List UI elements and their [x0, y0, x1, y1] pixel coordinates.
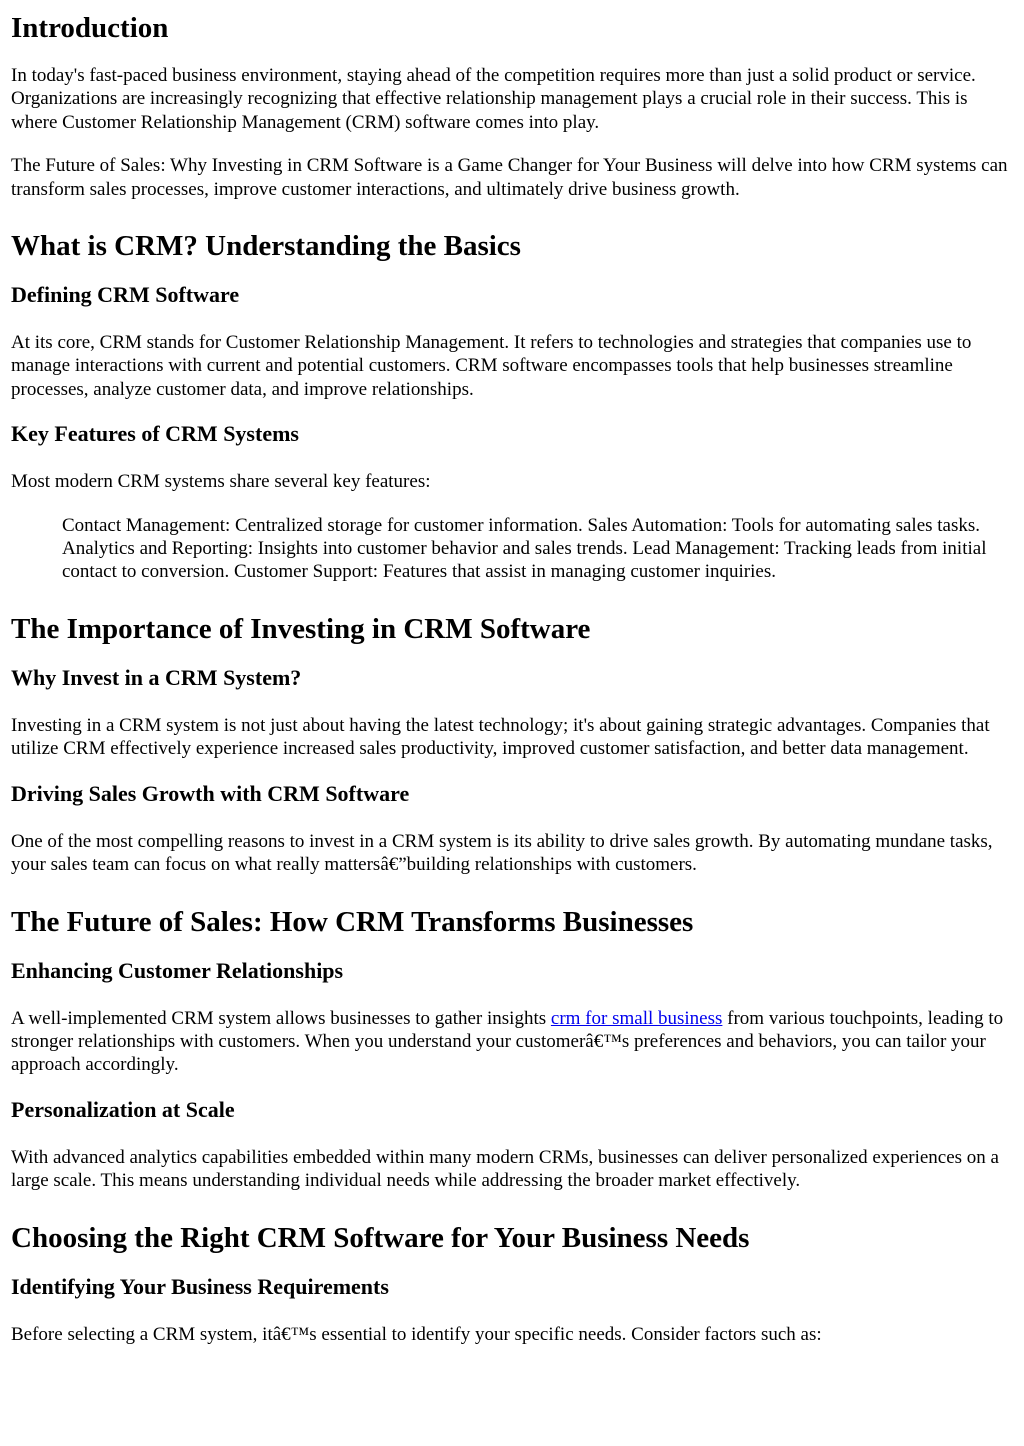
subheading-why-invest: Why Invest in a CRM System? — [11, 664, 302, 690]
business-requirements-paragraph: Before selecting a CRM system, itâ€™s essential to identify your specific needs. Consider factors such as: — [11, 1323, 822, 1345]
defining-crm-paragraph: At its core, CRM stands for Customer Relationship Management. It refers to technologies and strategies that companies use to manage interactions with current and potential customers. CRM software encompasses tools that help businesses streamline processes, analyze customer data, and improve relationships. — [11, 332, 972, 400]
intro-paragraph-1: In today's fast-paced business environment, staying ahead of the competition requires more than just a solid product or service. Organizations are increasingly recognizing that effective relationship management plays a crucial role in their success. This is where Customer Relationship Management (CRM) software comes into play. — [11, 65, 976, 133]
subheading-sales-growth: Driving Sales Growth with CRM Software — [11, 780, 410, 806]
subheading-enhancing-relationships: Enhancing Customer Relationships — [11, 957, 344, 983]
personalization-paragraph: With advanced analytics capabilities embedded within many modern CRMs, businesses can deliver personalized experiences on a large scale. This means understanding individual needs while addressing the broader market effectively. — [11, 1146, 999, 1192]
sales-growth-paragraph: One of the most compelling reasons to invest in a CRM system is its ability to drive sales growth. By automating mundane tasks, your sales team can focus on what really mattersâ€”building relationships with customers. — [11, 830, 993, 876]
subheading-personalization: Personalization at Scale — [11, 1096, 235, 1122]
subheading-business-requirements: Identifying Your Business Requirements — [11, 1273, 389, 1299]
subheading-defining-crm: Defining CRM Software — [11, 282, 240, 308]
heading-choosing-crm: Choosing the Right CRM Software for Your Business Needs — [11, 1221, 750, 1254]
subheading-key-features: Key Features of CRM Systems — [11, 421, 299, 447]
heading-importance: The Importance of Investing in CRM Software — [11, 612, 591, 645]
key-features-quote: Contact Management: Centralized storage for customer information. Sales Automation: Tools for automating sales tasks. Analytics and Reporting: Insights into customer behavior and sales trends. Lead Management: Tracking leads from initial contact to conversion. Customer Support: Features that assist in managing customer inquiries. — [62, 514, 987, 583]
enhancing-text-before-link: A well-implemented CRM system allows businesses to gather insights — [11, 1007, 551, 1029]
intro-paragraph-2: The Future of Sales: Why Investing in CRM Software is a Game Changer for Your Business will delve into how CRM systems can transform sales processes, improve customer interactions, and ultimately drive business growth. — [11, 155, 1008, 200]
heading-future-of-sales: The Future of Sales: How CRM Transforms Businesses — [11, 905, 694, 938]
key-features-intro: Most modern CRM systems share several key features: — [11, 471, 431, 493]
heading-what-is-crm: What is CRM? Understanding the Basics — [11, 230, 521, 263]
enhancing-text-after-link: from various touchpoints, leading to stronger relationships with customers. When you understand your customerâ€™s preferences and behaviors, you can tailor your approach accordingly. — [11, 1007, 1004, 1076]
enhancing-relationships-paragraph — [11, 1007, 1013, 1077]
crm-small-business-link[interactable]: crm for small business — [550, 1007, 723, 1029]
heading-introduction: Introduction — [11, 12, 169, 44]
why-invest-paragraph: Investing in a CRM system is not just about having the latest technology; it's about gaining strategic advantages. Companies that utilize CRM effectively experience increased sales productivity, improved customer satisfaction, and better data management. — [11, 714, 990, 760]
